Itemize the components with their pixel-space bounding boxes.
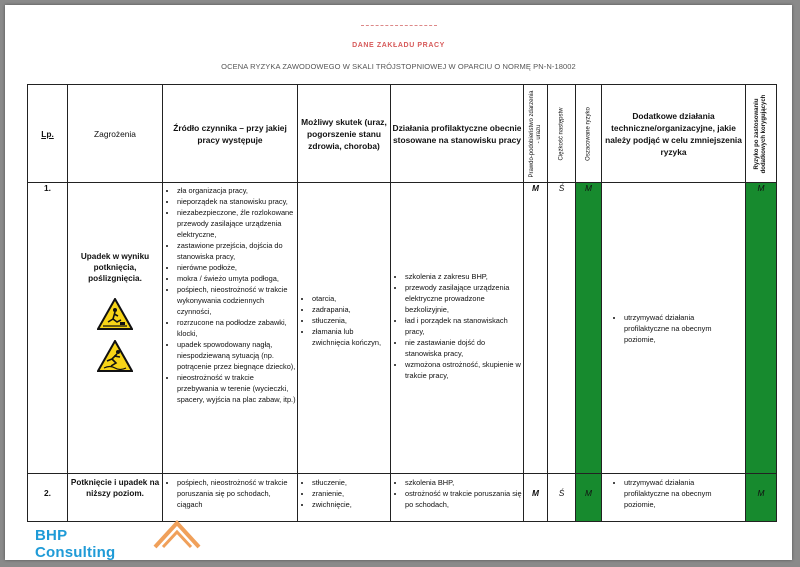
col-header-severity: Ciężkość następstw <box>548 85 576 183</box>
effect-list <box>298 293 390 348</box>
slip-warning-sign-icon <box>97 340 133 372</box>
col-header-estimated: Oszacowane ryzyko <box>576 85 602 183</box>
row-number: 1. <box>28 183 68 474</box>
list-item: • zwichnięcie, <box>312 499 390 510</box>
company-title: DANE ZAKŁADU PRACY <box>352 42 445 49</box>
hazard-name: Upadek w wyniku potknięcia, poślizgnięcia. <box>80 252 150 283</box>
effect-list <box>298 477 390 510</box>
list-item: • upadek spowodowany nagłą, niespodziewaną sytuacją (np. potrącenie przez biegnące dziecko), <box>177 339 297 372</box>
list-item: • nieporządek na stanowisku pracy, <box>177 196 297 207</box>
list-item: • rozrzucone na podłodze zabawki, klocki, <box>177 317 297 339</box>
col-header-residual: Ryzyko po zastosowaniu dodatkowych korygujących <box>746 85 777 183</box>
document-subtitle: OCENA RYZYKA ZAWODOWEGO W SKALI TRÓJSTOPNIOWEJ W OPARCIU O NORMĘ PN-N-18002 <box>221 62 576 71</box>
severity-cell: Ś <box>548 183 576 474</box>
list-item: • zadrapania, <box>312 304 390 315</box>
list-item: • utrzymywać działania profilaktyczne na obecnym poziomie, <box>624 477 727 510</box>
list-item: • zła organizacja pracy, <box>177 185 297 196</box>
document-page <box>5 5 792 560</box>
source-cell <box>163 183 298 474</box>
table-row <box>28 183 777 474</box>
list-item: • zranienie, <box>312 488 390 499</box>
source-list <box>163 185 297 405</box>
col-header-source: Źródło czynnika – przy jakiej pracy występuje <box>163 85 298 183</box>
col-header-probability: Prawdo-podobieństwo zdarzenia - urazu <box>524 85 548 183</box>
list-item: • utrzymywać działania profilaktyczne na obecnym poziomie, <box>624 312 727 345</box>
list-item: • mokra / świeżo umyta podłoga, <box>177 273 297 284</box>
list-item: • nierówne podłoże, <box>177 262 297 273</box>
hazard-cell <box>68 183 163 474</box>
header-divider <box>361 25 437 26</box>
col-header-lp: Lp. <box>28 85 68 183</box>
estimated-risk-cell: M <box>576 474 602 522</box>
additional-actions-list <box>602 312 745 345</box>
residual-risk-cell: M <box>746 474 777 522</box>
estimated-risk-cell: M <box>576 183 602 474</box>
table-row <box>28 474 777 522</box>
list-item: • niezabezpieczone, źle rozlokowane przewody zasilające urządzenia elektryczne, <box>177 207 297 240</box>
list-item: • stłuczenia, <box>312 315 390 326</box>
actions-list <box>391 477 523 510</box>
probability-cell: M <box>524 183 548 474</box>
additional-actions-cell <box>602 474 746 522</box>
list-item: • nie zastawianie dojść do stanowiska pracy, <box>405 337 523 359</box>
col-header-additional: Dodatkowe działania techniczne/organizacyjne, jakie należy podjąć w celu zmniejszenia ryzyka <box>602 85 746 183</box>
list-item: • pośpiech, nieostrożność w trakcie wykonywania codziennych czynności, <box>177 284 297 317</box>
list-item: • szkolenia BHP, <box>405 477 523 488</box>
probability-cell: M <box>524 474 548 522</box>
severity-cell: Ś <box>548 474 576 522</box>
list-item: • nieostrożność w trakcie przebywania w terenie (wycieczki, spacery, wyjścia na plac zabaw, itp.) <box>177 372 297 405</box>
additional-actions-list <box>602 477 745 510</box>
list-item: • szkolenia z zakresu BHP, <box>405 271 523 282</box>
source-list <box>163 477 297 510</box>
list-item: • przewody zasilające urządzenia elektryczne prowadzone bezkolizyjnie, <box>405 282 523 315</box>
logo-roof-icon <box>153 519 203 549</box>
col-header-hazard: Zagrożenia <box>68 85 163 183</box>
actions-cell <box>391 183 524 474</box>
col-header-actions: Działania profilaktyczne obecnie stosowane na stanowisku pracy <box>391 85 524 183</box>
list-item: • zastawione przejścia, dojścia do stanowiska pracy, <box>177 240 297 262</box>
list-item: • ostrożność w trakcie poruszania się po schodach, <box>405 488 523 510</box>
risk-assessment-table <box>27 84 777 522</box>
actions-list <box>391 271 523 381</box>
list-item: • złamania lub zwichnięcia kończyn, <box>312 326 390 348</box>
logo-text: BHP Consulting <box>35 527 116 560</box>
trip-warning-sign-icon <box>97 298 133 330</box>
header-row <box>28 85 777 183</box>
effect-cell <box>298 183 391 474</box>
list-item: • ład i porządek na stanowiskach pracy, <box>405 315 523 337</box>
residual-risk-cell: M <box>746 183 777 474</box>
actions-cell <box>391 474 524 522</box>
source-cell <box>163 474 298 522</box>
list-item: • stłuczenie, <box>312 477 390 488</box>
list-item: • otarcia, <box>312 293 390 304</box>
effect-cell <box>298 474 391 522</box>
col-header-effect: Możliwy skutek (uraz, pogorszenie stanu zdrowia, choroba) <box>298 85 391 183</box>
hazard-cell <box>68 474 163 522</box>
list-item: • pośpiech, nieostrożność w trakcie poruszania się po schodach, ciągach <box>177 477 297 510</box>
additional-actions-cell <box>602 183 746 474</box>
row-number: 2. <box>28 474 68 522</box>
list-item: • wzmożona ostrożność, skupienie w trakcie pracy, <box>405 359 523 381</box>
hazard-name: Potknięcie i upadek na niższy poziom. <box>70 478 160 498</box>
